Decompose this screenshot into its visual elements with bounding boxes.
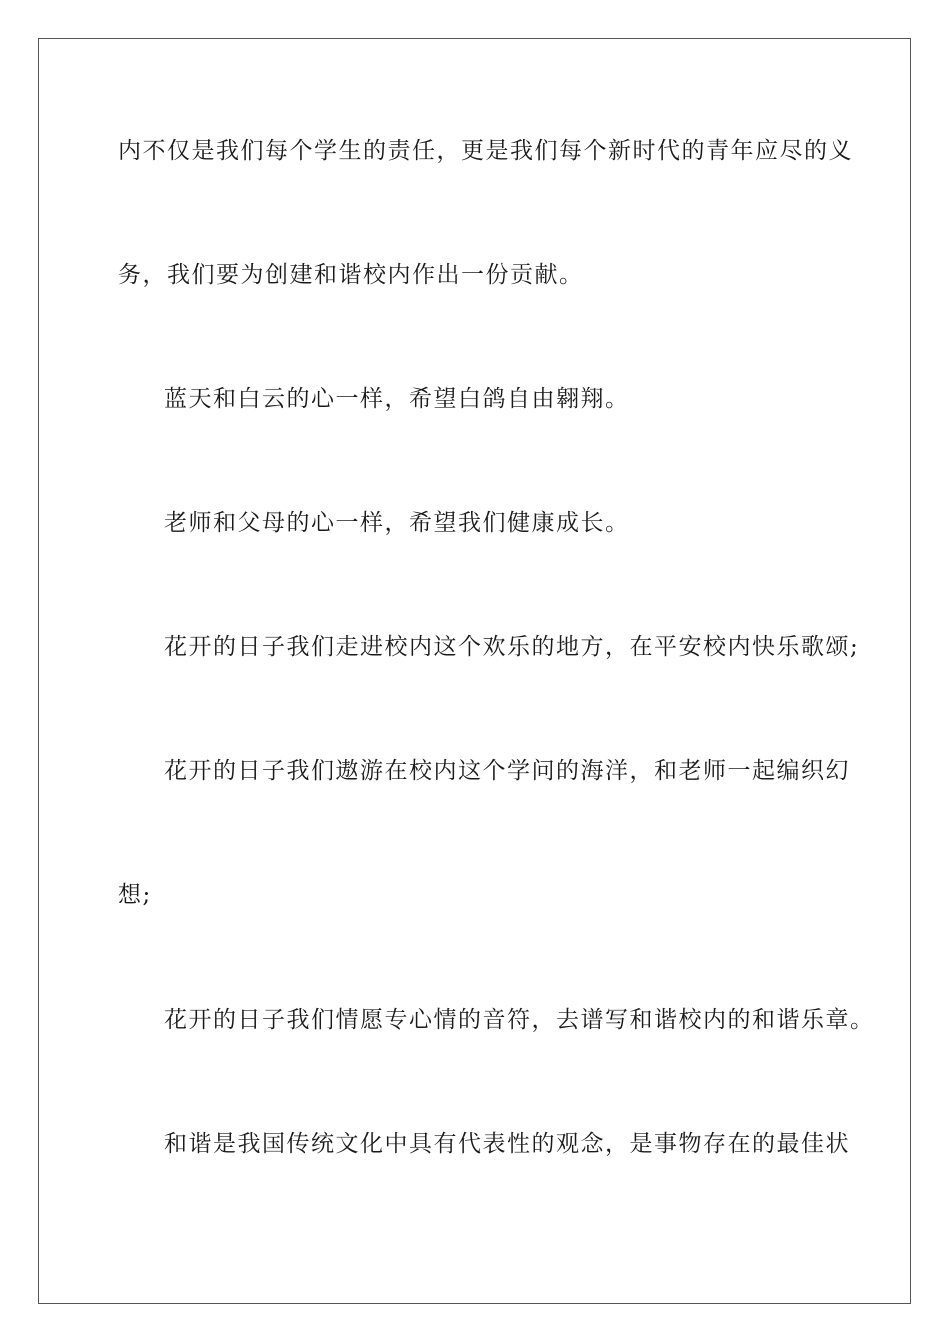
paragraph-line: 务，我们要为创建和谐校内作出一份贡献。 (118, 262, 584, 288)
paragraph-line: 内不仅是我们每个学生的责任，更是我们每个新时代的青年应尽的义 (118, 138, 853, 164)
paragraph-line: 花开的日子我们情愿专心情的音符，去谱写和谐校内的和谐乐章。 (164, 1007, 875, 1033)
page-border (38, 38, 911, 1304)
paragraph-line: 想; (118, 882, 152, 908)
paragraph-line: 蓝天和白云的心一样，希望白鸽自由翱翔。 (164, 386, 630, 412)
paragraph-line: 老师和父母的心一样，希望我们健康成长。 (164, 510, 630, 536)
paragraph-line: 花开的日子我们走进校内这个欢乐的地方，在平安校内快乐歌颂; (164, 634, 860, 660)
paragraph-line: 和谐是我国传统文化中具有代表性的观念，是事物存在的最佳状 (164, 1131, 850, 1157)
paragraph-line: 花开的日子我们遨游在校内这个学问的海洋，和老师一起编织幻 (164, 758, 850, 784)
